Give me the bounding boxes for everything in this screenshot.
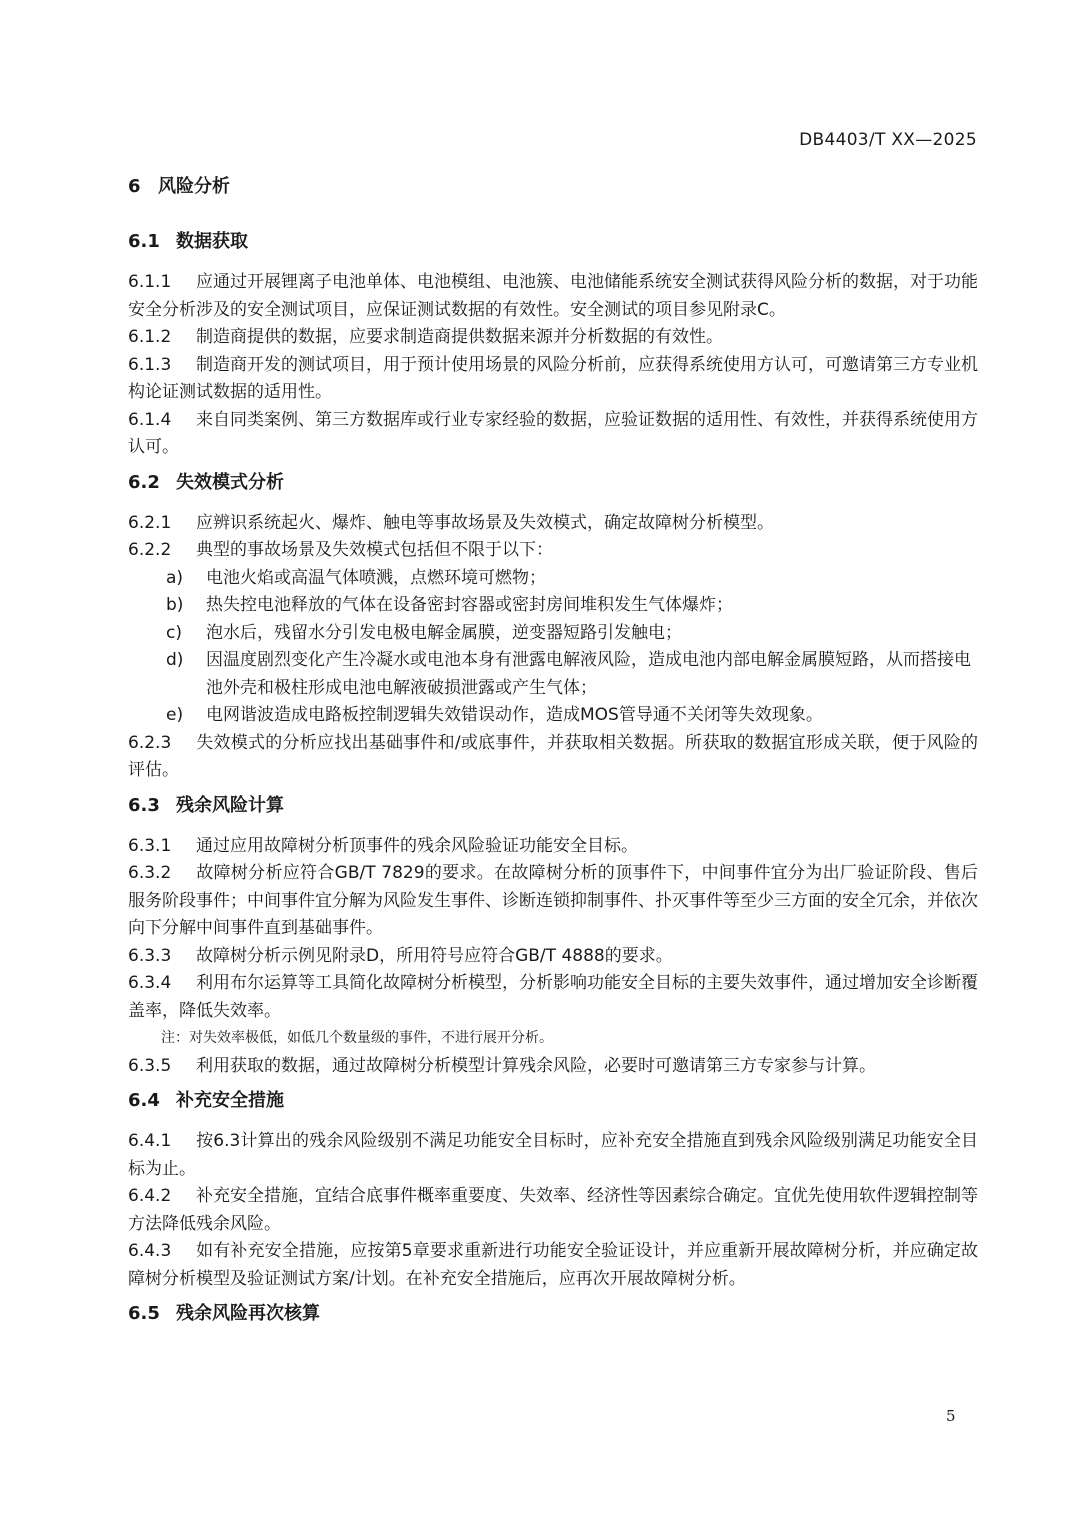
clause-text: 失效模式的分析应找出基础事件和/或底事件，并获取相关数据。所获取的数据宜形成关联，便于风险的评估。: [128, 732, 978, 780]
clause-text: 补充安全措施，宜结合底事件概率重要度、失效率、经济性等因素综合确定。宜优先使用软件逻辑控制等方法降低残余风险。: [128, 1186, 978, 1234]
section-heading-6-3: [128, 791, 978, 821]
clause-6-2-3: [128, 730, 978, 785]
list-marker: c): [166, 622, 182, 643]
section-number: 6.2: [128, 471, 160, 493]
clause-6-3-3: [128, 943, 978, 971]
clause-6-1-3: [128, 352, 978, 407]
clause-text: 制造商开发的测试项目，用于预计使用场景的风险分析前，应获得系统使用方认可，可邀请第三方专业机构论证测试数据的适用性。: [128, 354, 978, 402]
section-title: 数据获取: [176, 231, 248, 252]
clause-number: 6.1.3: [128, 354, 172, 375]
clause-number: 6.4.2: [128, 1186, 172, 1206]
clause-number: 6.2.2: [128, 540, 172, 560]
chapter-number: 6: [128, 176, 141, 197]
page-number: 5: [946, 1407, 956, 1425]
clause-text: 利用获取的数据，通过故障树分析模型计算残余风险，必要时可邀请第三方专家参与计算。: [196, 1055, 876, 1076]
clause-6-4-3: [128, 1238, 978, 1293]
list-item: [128, 565, 978, 593]
list-item: [128, 620, 978, 648]
section-heading-6-1: [128, 227, 978, 257]
list-marker: a): [166, 567, 184, 588]
clause-6-1-4: [128, 407, 978, 462]
clause-6-4-2: [128, 1183, 978, 1238]
clause-6-3-2: [128, 860, 978, 943]
list-item-text: 电网谐波造成电路板控制逻辑失效错误动作，造成MOS管导通不关闭等失效现象。: [206, 705, 823, 725]
list-marker: b): [166, 595, 184, 615]
clause-number: 6.4.1: [128, 1131, 172, 1151]
clause-number: 6.3.3: [128, 945, 172, 966]
list-item: [128, 647, 978, 702]
clause-number: 6.1.1: [128, 272, 172, 292]
section-number: 6.3: [128, 794, 160, 816]
clause-number: 6.3.5: [128, 1055, 172, 1076]
clause-text: 按6.3计算出的残余风险级别不满足功能安全目标时，应补充安全措施直到残余风险级别满足功能安全目标为止。: [128, 1131, 978, 1179]
clause-6-3-1: [128, 833, 978, 861]
chapter-title: 风险分析: [158, 176, 230, 197]
clause-number: 6.3.4: [128, 973, 172, 993]
note: 注：对失效率极低，如低几个数量级的事件，不进行展开分析。: [161, 1030, 553, 1046]
clause-text: 制造商提供的数据，应要求制造商提供数据来源并分析数据的有效性。: [196, 327, 723, 347]
clause-6-3-4: [128, 970, 978, 1025]
section-number: 6.5: [128, 1303, 160, 1324]
standard-code: DB4403/T XX—2025: [799, 130, 977, 150]
clause-text: 典型的事故场景及失效模式包括但不限于以下：: [196, 540, 553, 560]
clause-text: 利用布尔运算等工具简化故障树分析模型，分析影响功能安全目标的主要失效事件，通过增加安全诊断覆盖率，降低失效率。: [128, 973, 978, 1021]
list-item-text: 因温度剧烈变化产生冷凝水或电池本身有泄露电解液风险，造成电池内部电解金属膜短路，从而搭接电池外壳和极柱形成电池电解液破损泄露或产生气体；: [206, 650, 971, 698]
clause-number: 6.3.2: [128, 863, 172, 883]
section-heading-6-5: [128, 1299, 978, 1329]
clause-text: 如有补充安全措施，应按第5章要求重新进行功能安全验证设计，并应重新开展故障树分析，并应确定故障树分析模型及验证测试方案/计划。在补充安全措施后，应再次开展故障树分析。: [128, 1241, 978, 1289]
clause-number: 6.2.3: [128, 732, 172, 753]
section-heading-6-4: [128, 1086, 978, 1116]
clause-6-4-1: [128, 1128, 978, 1183]
clause-text: 应通过开展锂离子电池单体、电池模组、电池簇、电池储能系统安全测试获得风险分析的数据，对于功能安全分析涉及的安全测试项目，应保证测试数据的有效性。安全测试的项目参见附录C。: [128, 272, 978, 320]
clause-number: 6.4.3: [128, 1241, 172, 1261]
section-title: 残余风险再次核算: [176, 1303, 320, 1324]
clause-text: 故障树分析应符合GB/T 7829的要求。在故障树分析的顶事件下，中间事件宜分为出厂验证阶段、售后服务阶段事件；中间事件宜分解为风险发生事件、诊断连锁抑制事件、扑灭事件等至少三方面的安全冗余，并依次向下分解中间事件直到基础事件。: [128, 863, 978, 938]
clause-6-1-1: [128, 269, 978, 324]
clause-text: 来自同类案例、第三方数据库或行业专家经验的数据，应验证数据的适用性、有效性，并获得系统使用方认可。: [128, 409, 978, 457]
section-heading-6-2: [128, 468, 978, 498]
clause-6-3-5: [128, 1053, 978, 1081]
clause-number: 6.1.4: [128, 409, 172, 430]
list-item-text: 泡水后，残留水分引发电极电解金属膜，逆变器短路引发触电；: [206, 622, 682, 643]
clause-text: 故障树分析示例见附录D，所用符号应符合GB/T 4888的要求。: [196, 945, 673, 966]
section-number: 6.1: [128, 231, 160, 252]
clause-number: 6.2.1: [128, 512, 172, 533]
page-content: [128, 172, 978, 1341]
section-title: 残余风险计算: [176, 794, 284, 816]
clause-6-1-2: [128, 324, 978, 352]
clause-text: 通过应用故障树分析顶事件的残余风险验证功能安全目标。: [196, 835, 638, 856]
list-marker: e): [166, 705, 184, 725]
section-title: 补充安全措施: [176, 1090, 284, 1111]
list-marker: d): [166, 650, 184, 670]
clause-6-2-1: [128, 510, 978, 538]
section-title: 失效模式分析: [176, 471, 284, 493]
chapter-heading: [128, 172, 978, 202]
clause-text: 应辨识系统起火、爆炸、触电等事故场景及失效模式，确定故障树分析模型。: [196, 512, 774, 533]
list-item: [128, 592, 978, 620]
clause-number: 6.1.2: [128, 327, 172, 347]
list-item-text: 电池火焰或高温气体喷溅，点燃环境可燃物；: [206, 567, 546, 588]
clause-6-2-2: [128, 537, 978, 565]
section-number: 6.4: [128, 1090, 160, 1111]
list-item: [128, 702, 978, 730]
list-item-text: 热失控电池释放的气体在设备密封容器或密封房间堆积发生气体爆炸；: [206, 595, 733, 615]
clause-number: 6.3.1: [128, 835, 172, 856]
